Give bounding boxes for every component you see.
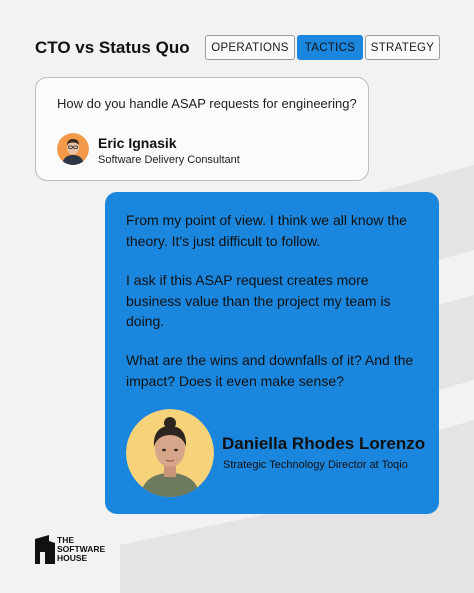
house-logo-icon — [35, 535, 55, 564]
responder-avatar — [126, 409, 214, 497]
question-text: How do you handle ASAP requests for engineering? — [57, 96, 357, 111]
answer-paragraph: What are the wins and downfalls of it? And the impact? Does it even make sense? — [126, 352, 414, 389]
answer-paragraph: From my point of view. I think we all know the theory. It's just difficult to follow. — [126, 212, 407, 249]
the-software-house-logo — [35, 535, 105, 564]
answer-card — [105, 192, 439, 514]
logo-wordmark: THE SOFTWARE HOUSE — [57, 535, 106, 563]
responder-name: Daniella Rhodes Lorenzo — [222, 434, 426, 453]
responder-role: Strategic Technology Director at Toqio — [223, 459, 408, 471]
category-tabs — [205, 35, 440, 60]
asker-avatar — [57, 133, 89, 165]
tab-strategy[interactable]: STRATEGY — [365, 35, 440, 60]
question-card — [35, 77, 369, 181]
series-title: CTO vs Status Quo — [35, 38, 190, 57]
tab-tactics[interactable]: TACTICS — [297, 35, 363, 60]
asker-name: Eric Ignasik — [98, 135, 177, 151]
asker-role: Software Delivery Consultant — [98, 154, 240, 166]
tab-operations[interactable]: OPERATIONS — [205, 35, 295, 60]
answer-paragraph: I ask if this ASAP request creates more business value than the project my team is doing. — [126, 272, 391, 329]
